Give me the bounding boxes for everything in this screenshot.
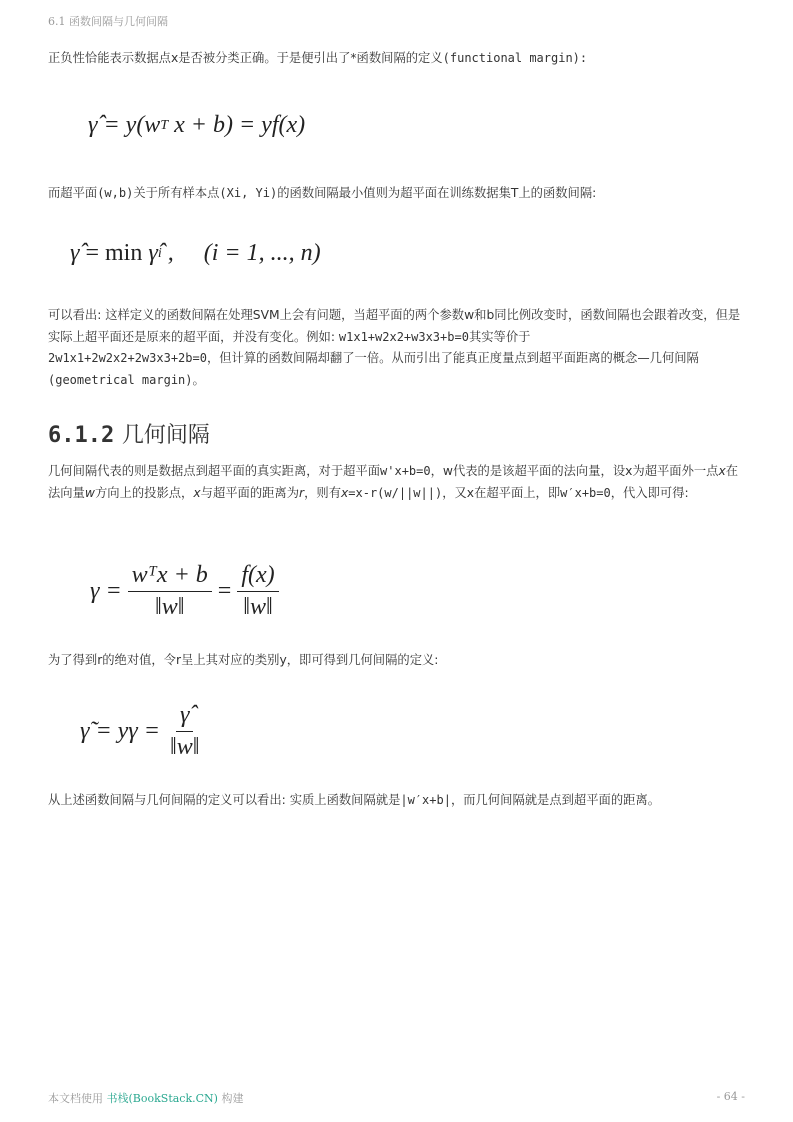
fraction bbox=[128, 562, 212, 621]
formula-text: γ = bbox=[90, 578, 122, 604]
inline-code: =x-r(w/||w||) bbox=[348, 485, 443, 500]
numerator: γ̂ bbox=[176, 702, 193, 732]
inline-code: w'x+b=0 bbox=[380, 464, 431, 478]
text: x bbox=[193, 485, 201, 500]
text: r bbox=[299, 485, 305, 500]
text: ，但计算的函数间隔却翻了一倍。从而引出了能真正度量点到超平面距离的概念—几何间隔 bbox=[206, 351, 699, 365]
footer bbox=[48, 1090, 243, 1106]
formula-text: γ̃ = yγ = bbox=[80, 718, 160, 744]
formula-min-margin bbox=[70, 240, 321, 267]
text: 的函数间隔最小值则为超平面在训练数据集T上的函数间隔: bbox=[277, 186, 597, 200]
formula-geometric-definition bbox=[80, 702, 203, 761]
text: 在法向量 bbox=[48, 464, 739, 500]
paragraph-svm-problem bbox=[48, 305, 748, 391]
text: 方向上的投影点， bbox=[94, 485, 194, 500]
formula-text: = y(w bbox=[103, 112, 161, 138]
formula-functional-margin bbox=[88, 112, 305, 139]
text: 其实等价于 bbox=[468, 329, 531, 344]
paragraph-geometric-margin bbox=[48, 461, 748, 504]
formula-sup: T bbox=[160, 117, 169, 133]
fraction bbox=[166, 702, 203, 761]
denominator: ‖w‖ bbox=[154, 594, 185, 620]
text: w bbox=[84, 485, 95, 500]
text: ，而几何间隔就是点到超平面的距离。 bbox=[450, 793, 661, 807]
section-heading bbox=[48, 418, 210, 449]
formula-text: , (i = 1, ..., n) bbox=[167, 240, 321, 266]
inline-code: w′x+b=0 bbox=[560, 485, 611, 500]
inline-code: 2w1x1+2w2x2+2w3x3+2b=0 bbox=[48, 351, 207, 365]
footer-text: 构建 bbox=[217, 1092, 244, 1105]
formula-text: = bbox=[217, 578, 232, 604]
formula-text: γ̂ bbox=[148, 240, 158, 266]
text: 。 bbox=[192, 372, 205, 387]
text: 正负性恰能表示数据点x是否被分类正确。于是便引出了*函数间隔的定义 bbox=[48, 51, 443, 65]
heading-text: 几何间隔 bbox=[121, 423, 210, 448]
bookstack-link[interactable]: 书栈(BookStack.CN) bbox=[106, 1092, 218, 1105]
text: ，代入即可得: bbox=[610, 485, 689, 500]
inline-code: (Xi, Yi) bbox=[219, 186, 278, 200]
text: x bbox=[341, 485, 349, 500]
running-header: 6.1 函数间隔与几何间隔 bbox=[48, 15, 168, 28]
text: 关于所有样本点 bbox=[133, 186, 220, 200]
formula-sub: i bbox=[157, 245, 162, 261]
text: x bbox=[718, 464, 726, 478]
inline-code: (geometrical margin) bbox=[48, 372, 193, 387]
formula-geometric-margin bbox=[90, 562, 279, 621]
denominator: ‖w‖ bbox=[169, 734, 200, 760]
inline-code: (functional margin): bbox=[442, 51, 588, 65]
formula-text: = bbox=[85, 240, 100, 266]
formula-text: x + b) = yf(x) bbox=[174, 112, 306, 138]
formula-text: γ̂ bbox=[88, 112, 98, 138]
inline-code: w1x1+w2x2+w3x3+b=0 bbox=[338, 329, 469, 344]
text: 可以看出: 这样定义的函数间隔在处理SVM上会有问题，当超平面的两个参数w和b同比例改变时，函数间隔也会跟着改变，但是实际上超平面还是原来的超平面，并没有变化。例如: bbox=[48, 308, 741, 344]
paragraph-functional-margin bbox=[48, 48, 748, 70]
inline-code: |w′x+b| bbox=[400, 793, 451, 807]
paragraph-min-margin bbox=[48, 183, 748, 205]
denominator: ‖w‖ bbox=[243, 594, 273, 620]
text: 与超平面的距离为 bbox=[200, 485, 300, 500]
fraction bbox=[237, 562, 278, 621]
text: ，又x在超平面上，即 bbox=[442, 485, 561, 500]
heading-number: 6.1.2 bbox=[48, 423, 115, 448]
page-number: - 64 - bbox=[716, 1090, 745, 1103]
text: 几何间隔代表的则是数据点到超平面的真实距离，对于超平面 bbox=[48, 464, 381, 478]
paragraph-conclusion bbox=[48, 790, 748, 812]
text: 从上述函数间隔与几何间隔的定义可以看出: 实质上函数间隔就是 bbox=[48, 793, 401, 807]
text: ，w代表的是该超平面的法向量，设x为超平面外一点 bbox=[430, 464, 719, 478]
paragraph-definition: 为了得到r的绝对值，令r呈上其对应的类别y，即可得到几何间隔的定义: bbox=[48, 653, 439, 667]
numerator: f(x) bbox=[237, 562, 278, 592]
formula-text: min bbox=[105, 240, 143, 266]
numerator: wᵀx + b bbox=[128, 562, 212, 592]
text: ，则有 bbox=[304, 485, 341, 500]
formula-text: γ̂ bbox=[70, 240, 80, 266]
inline-code: (w,b) bbox=[97, 186, 134, 200]
footer-text: 本文档使用 bbox=[48, 1092, 107, 1105]
text: 而超平面 bbox=[48, 186, 98, 200]
